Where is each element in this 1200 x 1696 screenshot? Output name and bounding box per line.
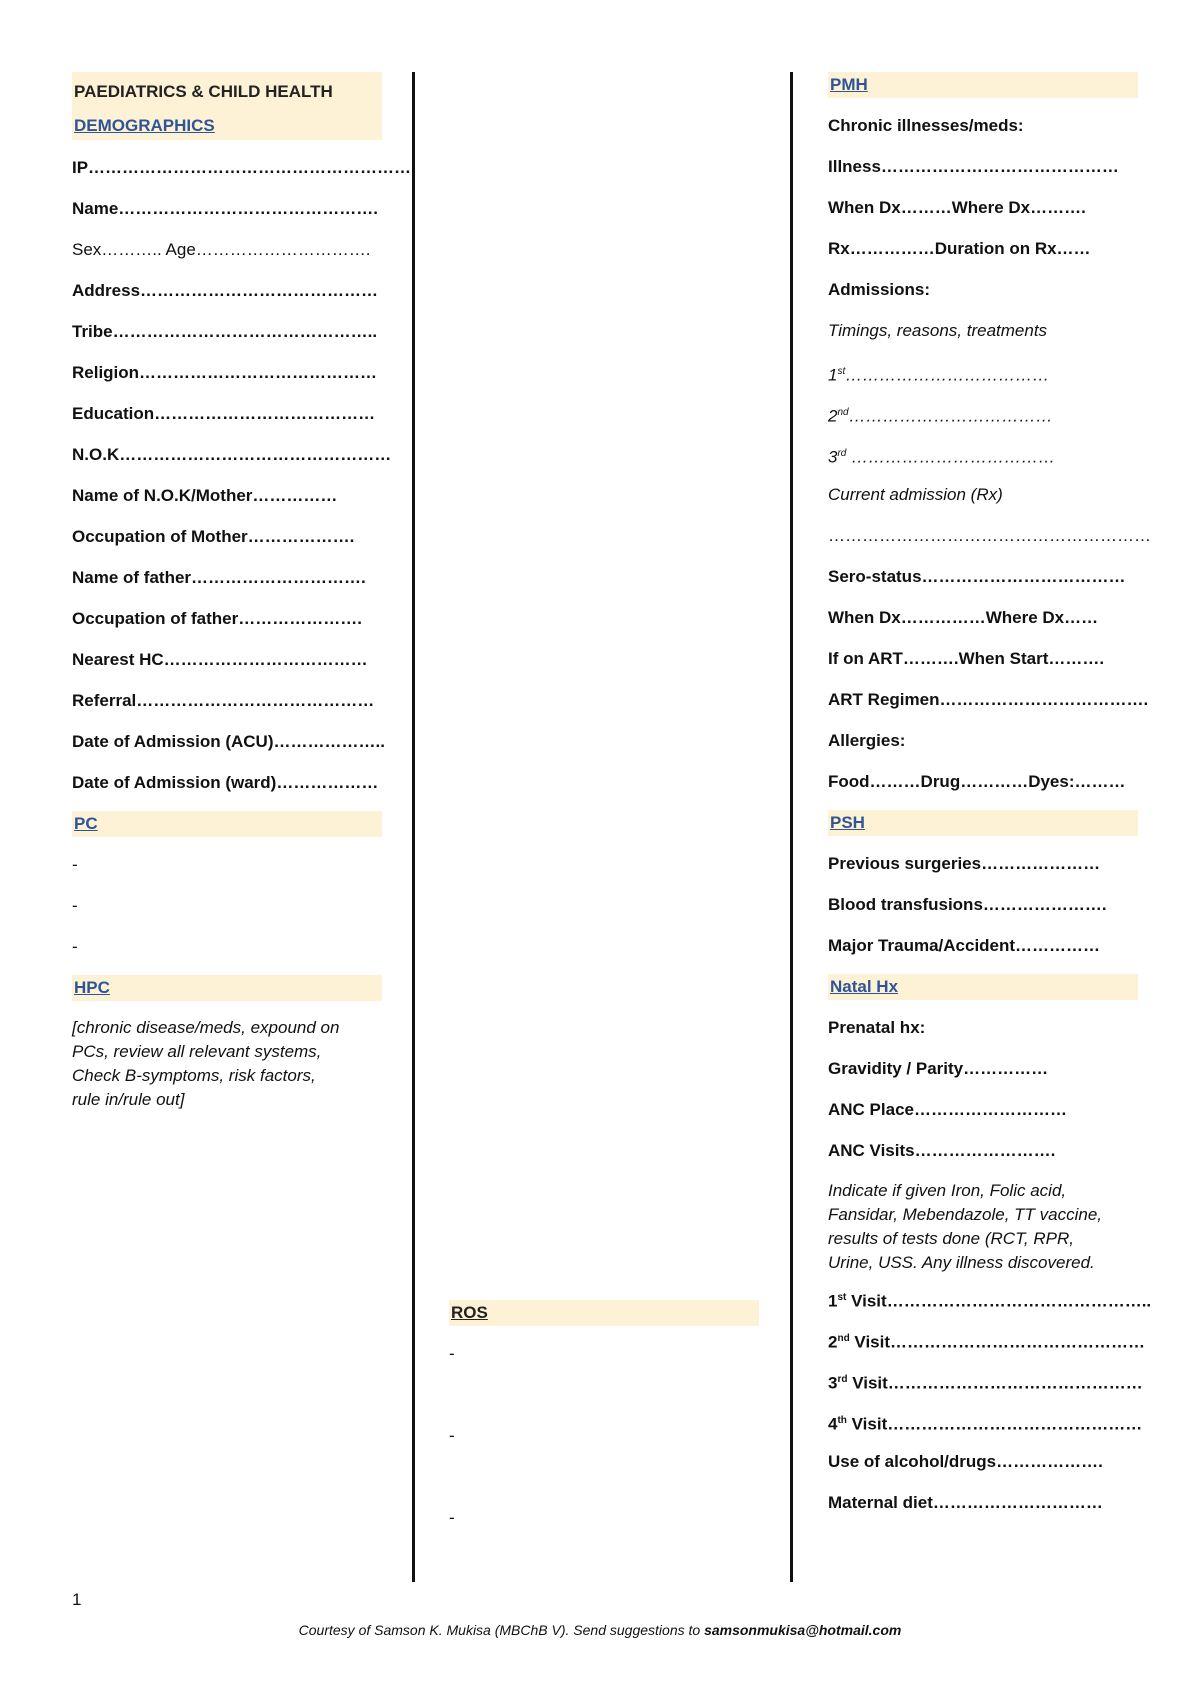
field-when-dx-2[interactable]: When Dx……………Where Dx…… [828,608,1099,627]
document-title: PAEDIATRICS & CHILD HEALTH [72,72,382,112]
column-right [828,72,1152,1531]
footer-email: samsonmukisa@hotmail.com [704,1622,902,1638]
field-referral[interactable]: Referral…………………………………… [72,691,375,710]
pc-item[interactable]: - [72,937,78,956]
field-sex-age[interactable]: Sex……….. Age…………………………. [72,240,371,259]
field-admission-2[interactable]: 2nd……………………………… [828,406,1053,426]
field-admission-1[interactable]: 1st……………………………… [828,365,1050,385]
field-tribe[interactable]: Tribe……………………………………….. [72,322,378,341]
field-gravidity-parity[interactable]: Gravidity / Parity…………… [828,1059,1049,1078]
field-art[interactable]: If on ART……….When Start………. [828,649,1105,668]
field-nok[interactable]: N.O.K………………………………………… [72,445,392,464]
field-anc-visits[interactable]: ANC Visits……………………. [828,1141,1056,1160]
field-nok-mother-name[interactable]: Name of N.O.K/Mother…………… [72,486,338,505]
natal-header: Natal Hx [828,974,1138,1000]
field-admission-ward[interactable]: Date of Admission (ward)……………… [72,773,379,792]
column-middle [449,1300,759,1546]
field-visit-3[interactable]: 3rd Visit……………………………………… [828,1373,1143,1393]
field-father-name[interactable]: Name of father…………………………. [72,568,366,587]
ros-item[interactable]: - [449,1426,455,1445]
field-admission-acu[interactable]: Date of Admission (ACU)……………….. [72,732,385,751]
chronic-illness-label: Chronic illnesses/meds: [828,116,1024,135]
field-visit-1[interactable]: 1st Visit……………………………………….. [828,1291,1152,1311]
field-visit-4[interactable]: 4th Visit……………………………………… [828,1414,1143,1434]
allergies-label: Allergies: [828,731,906,750]
field-admission-3[interactable]: 3rd ……………………………… [828,447,1056,467]
field-religion[interactable]: Religion…………………………………… [72,363,378,382]
field-anc-place[interactable]: ANC Place……………………… [828,1100,1067,1119]
prenatal-label: Prenatal hx: [828,1018,926,1037]
psh-header: PSH [828,810,1138,836]
pmh-header: PMH [828,72,1138,98]
admissions-label: Admissions: [828,280,931,299]
field-previous-surgeries[interactable]: Previous surgeries………………… [828,854,1101,873]
hpc-note: [chronic disease/meds, expound on PCs, review all relevant systems, Check B-symptoms, risk factors, rule in/rule out] [72,1018,340,1109]
pc-header: PC [72,811,382,837]
field-blood-transfusions[interactable]: Blood transfusions…………………. [828,895,1107,914]
ros-header: ROS [449,1300,759,1326]
field-visit-2[interactable]: 2nd Visit……………………………………… [828,1332,1146,1352]
field-nearest-hc[interactable]: Nearest HC……………………………… [72,650,368,669]
field-when-dx[interactable]: When Dx………Where Dx………. [828,198,1086,217]
column-left [72,72,412,1112]
demographics-fields [72,155,412,811]
ros-item[interactable]: - [449,1508,455,1527]
field-maternal-diet[interactable]: Maternal diet………………………… [828,1493,1103,1512]
demographics-header: DEMOGRAPHICS [72,112,382,140]
field-allergies[interactable]: Food………Drug…………Dyes:……… [828,772,1126,791]
field-ip[interactable]: IP………………………………………………… [72,158,412,177]
column-divider-left [412,72,415,1582]
natal-note: Indicate if given Iron, Folic acid, Fansidar, Mebendazole, TT vaccine, results of tests done (RCT, RPR, Urine, USS. Any illness discovered. [828,1181,1103,1272]
field-father-occupation[interactable]: Occupation of father…………………. [72,609,362,628]
field-alcohol-drugs[interactable]: Use of alcohol/drugs………………. [828,1452,1103,1471]
field-education[interactable]: Education………………………………… [72,404,376,423]
column-divider-right [790,72,793,1582]
current-admission-label: Current admission (Rx) [828,485,1003,504]
field-illness[interactable]: Illness…………………………………… [828,157,1119,176]
field-sero-status[interactable]: Sero-status……………………………… [828,567,1126,586]
field-current-admission[interactable]: ………………………………………………… [828,526,1151,545]
field-mother-occupation[interactable]: Occupation of Mother………………. [72,527,355,546]
admissions-note: Timings, reasons, treatments [828,321,1048,340]
hpc-header: HPC [72,975,382,1001]
pc-item[interactable]: - [72,855,78,874]
field-address[interactable]: Address…………………………………… [72,281,379,300]
page-number: 1 [72,1590,82,1609]
footer: Courtesy of Samson K. Mukisa (MBChB V). Send suggestions to samsonmukisa@hotmail.com [298,1622,902,1638]
field-art-regimen[interactable]: ART Regimen………………………………. [828,690,1149,709]
field-name[interactable]: Name………………………………………. [72,199,379,218]
pc-item[interactable]: - [72,896,78,915]
field-rx[interactable]: Rx……………Duration on Rx…… [828,239,1091,258]
field-major-trauma[interactable]: Major Trauma/Accident…………… [828,936,1101,955]
ros-item[interactable]: - [449,1344,455,1363]
